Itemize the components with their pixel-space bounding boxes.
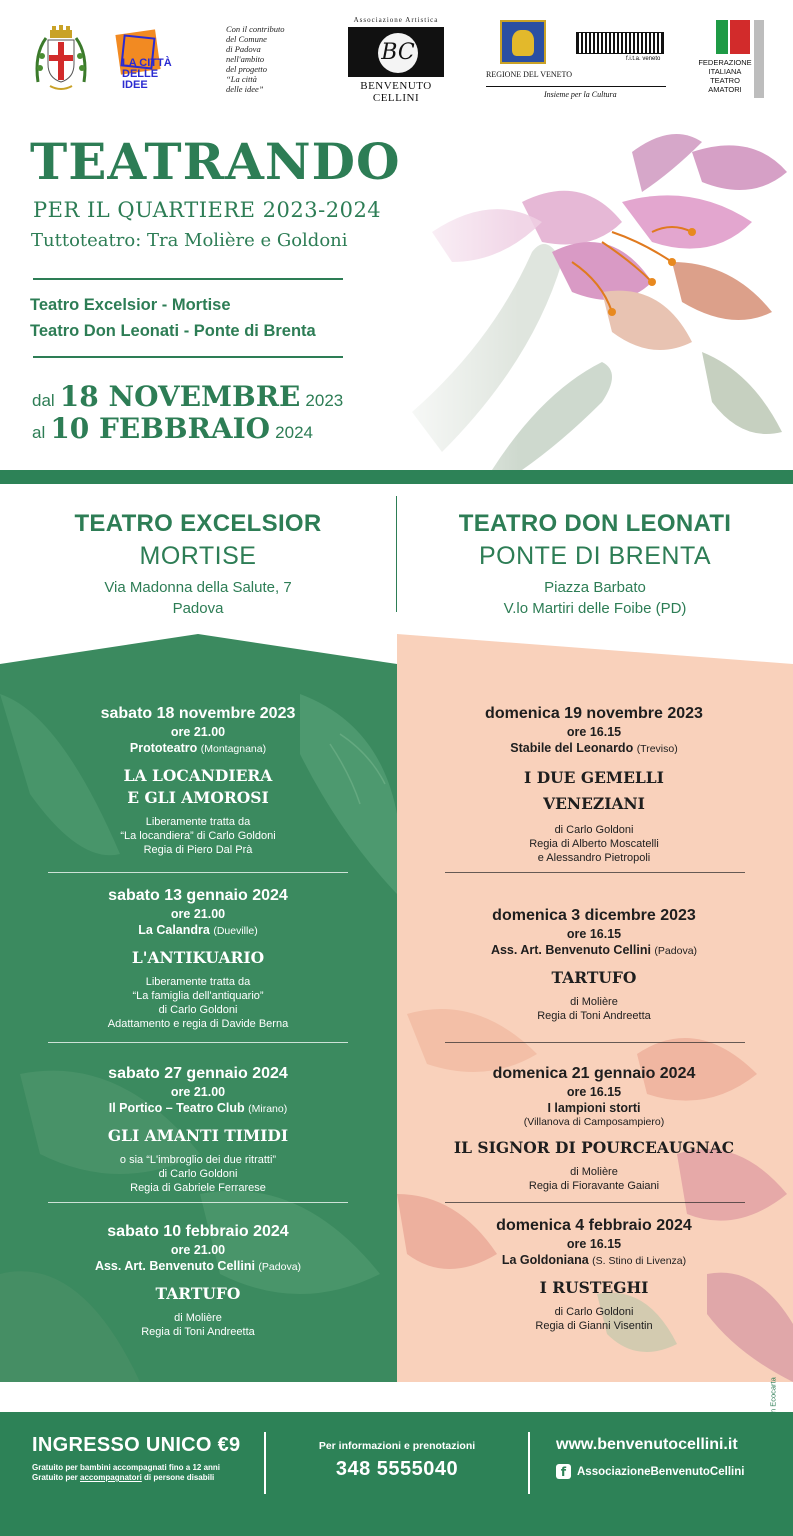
event-item xyxy=(424,1064,764,1193)
info-label: Per informazioni e prenotazioni xyxy=(318,1440,476,1452)
company-name: Ass. Art. Benvenuto Cellini xyxy=(94,1259,255,1273)
event-separator xyxy=(445,1202,745,1203)
fitu-logo-icon xyxy=(576,32,664,54)
event-company xyxy=(424,740,764,757)
event-details: o sia “L'imbroglio dei due ritratti” di Carlo Goldoni Regia di Gabriele Ferrarese xyxy=(119,1154,277,1194)
event-separator xyxy=(445,1042,745,1043)
web-info xyxy=(556,1436,776,1479)
facebook-link[interactable] xyxy=(556,1464,776,1479)
date-from-year: 2023 xyxy=(305,391,344,410)
event-item xyxy=(28,1222,368,1339)
company-name: Prototeatro xyxy=(129,741,198,755)
theatre-name: TEATRO DON LEONATI xyxy=(458,510,732,537)
theatre-excelsior-header xyxy=(0,484,396,619)
date-to-prefix: al xyxy=(32,423,46,442)
lion-of-saint-mark-icon xyxy=(500,20,546,64)
insieme-per-la-cultura-text: Insieme per la Cultura xyxy=(544,90,617,99)
company-location: (Treviso) xyxy=(636,743,678,755)
theatre-don-leonati-header xyxy=(397,484,793,619)
ticket-note-disabled xyxy=(32,1473,262,1483)
event-time: ore 16.15 xyxy=(566,1237,622,1251)
company-name: La Calandra xyxy=(138,923,210,937)
event-details: di Molière Regia di Fioravante Gaiani xyxy=(528,1166,660,1192)
event-title: TARTUFO xyxy=(155,1284,241,1303)
event-title: LA LOCANDIERA E GLI AMOROSI xyxy=(123,766,273,807)
hero-divider-bottom xyxy=(33,356,343,358)
ticket-note-children: Gratuito per bambini accompagnati fino a 12 anni xyxy=(32,1463,221,1472)
event-date: domenica 4 febbraio 2024 xyxy=(496,1217,692,1234)
la-citta-logo-text: LA CITTÀ DELLE IDEE xyxy=(122,57,172,91)
website-link[interactable]: www.benvenutocellini.it xyxy=(556,1436,738,1453)
event-company xyxy=(424,942,764,959)
theatre-address-line: Via Madonna della Salute, 7 xyxy=(104,579,292,596)
regione-veneto-logo xyxy=(486,20,666,104)
poster-title: TEATRANDO xyxy=(30,132,401,191)
date-from xyxy=(32,380,343,413)
event-time: ore 21.00 xyxy=(170,1085,226,1099)
event-time: ore 16.15 xyxy=(566,1085,622,1099)
italian-flag-icon xyxy=(716,20,750,54)
company-name: I lampioni storti xyxy=(547,1101,641,1115)
event-company xyxy=(424,1252,764,1269)
date-from-prefix: dal xyxy=(32,391,55,410)
event-title: I DUE GEMELLI VENEZIANI xyxy=(524,768,664,813)
event-time: ore 21.00 xyxy=(170,725,226,739)
company-name: La Goldoniana xyxy=(501,1253,589,1267)
event-title: GLI AMANTI TIMIDI xyxy=(107,1126,289,1145)
venue-line-excelsior: Teatro Excelsior - Mortise xyxy=(30,296,231,314)
theatre-address-line: V.lo Martiri delle Foibe (PD) xyxy=(503,600,687,617)
theatre-headers xyxy=(0,484,793,634)
company-name: Ass. Art. Benvenuto Cellini xyxy=(490,943,651,957)
event-company xyxy=(424,1100,764,1116)
event-item xyxy=(424,1216,764,1333)
event-date: sabato 27 gennaio 2024 xyxy=(108,1065,288,1082)
company-name: Stabile del Leonardo xyxy=(510,741,634,755)
event-details: Liberamente tratta da “La famiglia dell'antiquario” di Carlo Goldoni Adattamento e regia di Davide Berna xyxy=(107,976,289,1030)
cellini-name-text: BENVENUTO CELLINI xyxy=(360,80,432,104)
event-separator xyxy=(48,1042,348,1043)
theatre-address-line: Padova xyxy=(172,600,224,617)
event-separator xyxy=(48,872,348,873)
company-location: (Montagnana) xyxy=(200,743,267,755)
event-company xyxy=(28,740,368,757)
footer-bar xyxy=(0,1412,793,1536)
regione-veneto-text: REGIONE DEL VENETO xyxy=(486,70,573,79)
event-time: ore 21.00 xyxy=(170,1243,226,1257)
company-location: (Villanova di Camposampiero) xyxy=(523,1116,665,1128)
event-item xyxy=(424,906,764,1023)
hero-section xyxy=(0,112,793,470)
venue-line-don-leonati: Teatro Don Leonati - Ponte di Brenta xyxy=(30,322,316,340)
event-details: di Molière Regia di Toni Andreetta xyxy=(141,1312,255,1338)
theatre-area: MORTISE xyxy=(139,542,257,570)
theatre-address xyxy=(0,577,396,619)
cellini-emblem: BC xyxy=(348,27,444,77)
benvenuto-cellini-logo xyxy=(344,16,448,104)
event-item xyxy=(28,704,368,857)
event-title: IL SIGNOR DI POURCEAUGNAC xyxy=(453,1138,735,1157)
event-company xyxy=(28,1100,368,1117)
company-location: (Dueville) xyxy=(213,925,258,937)
company-location: (Padova) xyxy=(654,945,698,957)
padova-crest-logo xyxy=(32,24,90,94)
event-time: ore 16.15 xyxy=(566,725,622,739)
cellini-top-text: Associazione Artistica xyxy=(353,16,439,24)
event-date: sabato 10 febbraio 2024 xyxy=(107,1223,289,1240)
excelsior-programme-column xyxy=(0,634,397,1382)
event-time: ore 16.15 xyxy=(566,927,622,941)
event-time: ore 21.00 xyxy=(170,907,226,921)
ticket-notes xyxy=(32,1463,262,1483)
date-from-day: 18 NOVEMBRE xyxy=(59,380,301,413)
logo-bar xyxy=(0,0,793,112)
event-item xyxy=(28,886,368,1031)
event-title: TARTUFO xyxy=(551,968,637,987)
date-to-year: 2024 xyxy=(275,423,313,442)
company-name: Il Portico – Teatro Club xyxy=(108,1101,245,1115)
poster-subtitle: PER IL QUARTIERE 2023-2024 xyxy=(33,198,382,222)
event-title: I RUSTEGHI xyxy=(539,1278,649,1297)
event-title: L'ANTIKUARIO xyxy=(131,948,265,967)
ticket-price: INGRESSO UNICO €9 xyxy=(32,1434,241,1456)
phone-number[interactable]: 348 5555040 xyxy=(335,1458,459,1480)
event-item xyxy=(424,704,764,865)
la-citta-delle-idee-logo xyxy=(116,28,211,98)
theatre-address-line: Piazza Barbato xyxy=(544,579,646,596)
theatre-address xyxy=(397,577,793,619)
note-text: Gratuito per xyxy=(32,1473,81,1482)
event-details: di Carlo Goldoni Regia di Alberto Moscatelli e Alessandro Pietropoli xyxy=(529,824,659,864)
contact-info xyxy=(290,1440,504,1481)
footer-divider xyxy=(528,1432,530,1494)
date-to-day: 10 FEBBRAIO xyxy=(50,412,271,445)
theatre-area: PONTE DI BRENTA xyxy=(478,542,712,570)
facebook-handle: AssociazioneBenvenutoCellini xyxy=(577,1465,745,1478)
event-item xyxy=(28,1064,368,1195)
event-date: sabato 18 novembre 2023 xyxy=(100,705,296,722)
company-location: (Padova) xyxy=(258,1261,302,1273)
fita-text: FEDERAZIONE ITALIANA TEATRO AMATORI xyxy=(698,58,752,94)
event-separator xyxy=(48,1202,348,1203)
note-underlined-text: accompagnatori xyxy=(80,1473,142,1482)
company-location: (Mirano) xyxy=(248,1103,288,1115)
theatre-name: TEATRO EXCELSIOR xyxy=(74,510,322,537)
fita-logo xyxy=(696,20,766,100)
event-date: sabato 13 gennaio 2024 xyxy=(108,887,288,904)
facebook-icon: f xyxy=(556,1464,571,1479)
event-company xyxy=(28,922,368,939)
note-text: di persone disabili xyxy=(141,1473,215,1482)
poster-tagline: Tuttoteatro: Tra Molière e Goldoni xyxy=(31,230,348,251)
green-band xyxy=(0,470,793,484)
programme-section xyxy=(0,634,793,1382)
event-date: domenica 19 novembre 2023 xyxy=(485,705,703,722)
event-date: domenica 21 gennaio 2024 xyxy=(492,1065,696,1082)
event-details: Liberamente tratta da “La locandiera” di Carlo Goldoni Regia di Piero Dal Prà xyxy=(120,816,276,856)
footer-divider xyxy=(264,1432,266,1494)
event-company xyxy=(28,1258,368,1275)
hero-divider-top xyxy=(33,278,343,280)
event-date: domenica 3 dicembre 2023 xyxy=(492,907,696,924)
don-leonati-programme-column xyxy=(397,634,793,1382)
ticket-info xyxy=(32,1434,262,1483)
fitu-label: f.i.t.a. veneto xyxy=(626,56,661,62)
contributo-text: Con il contributo del Comune di Padova nell'ambito del progetto “La città delle idee” xyxy=(226,24,285,94)
company-location: (S. Stino di Livenza) xyxy=(592,1255,687,1267)
event-details: di Molière Regia di Toni Andreetta xyxy=(537,996,651,1022)
event-details: di Carlo Goldoni Regia di Gianni Visentin xyxy=(535,1306,653,1332)
honeysuckle-flower-illustration xyxy=(372,112,793,470)
event-separator xyxy=(445,872,745,873)
date-to xyxy=(32,412,313,445)
